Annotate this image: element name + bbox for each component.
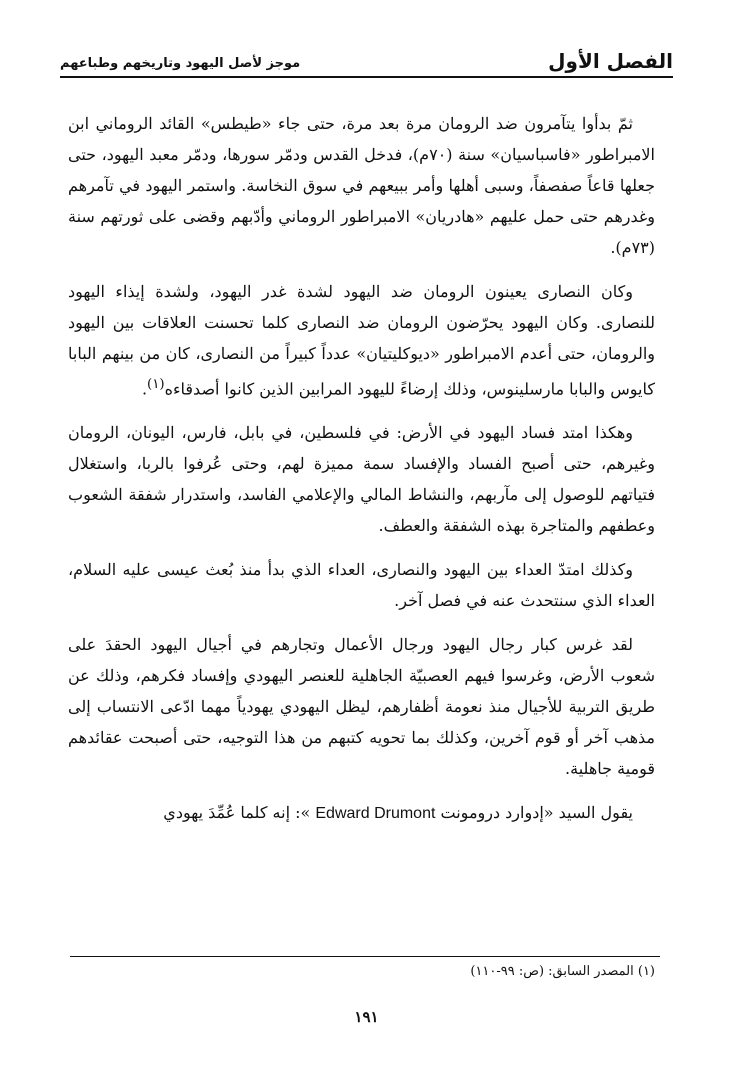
paragraph: وهكذا امتد فساد اليهود في الأرض: في فلسطين، في بابل، فارس، اليونان، الرومان وغيرهم، حتى أصبح الفساد والإفساد سمة مميزة لهم، وحتى عُرفوا بالربا، واستغلال فتياتهم للوصول إلى مآربهم، والنشاط المالي والإعلامي الفاسد، واستدرار شفقة الشعوب وعطفهم والمتاجرة بهذه الشفقة والعطف.	[68, 423, 655, 536]
paragraph: ثمّ بدأوا يتآمرون ضد الرومان مرة بعد مرة، حتى جاء «طيطس» القائد الروماني ابن الامبراطور «فاسباسيان» سنة (٧٠م)، فدخل القدس ودمّر سورها، ودمّر معبد اليهود، حتى جعلها قاعاً صفصفاً، وسبى أهلها وأمر ببيعهم في سوق النخاسة. واستمر اليهود في تآمرهم وغدرهم حتى حمل عليهم «هادريان» الامبراطور الروماني وأدّبهم وقضى على ثورتهم سنة (٧٣م).	[68, 114, 656, 257]
paragraph: وكان النصارى يعينون الرومان ضد اليهود لشدة غدر اليهود، ولشدة إيذاء اليهود للنصارى. وكان اليهود يحرّضون الرومان ضد النصارى كلما تحسنت العلاقات بين اليهود والرومان، حتى أعدم الامبراطور «ديوكليتيان» عدداً كبيراً من النصارى، كان من بينهم البابا كايوس والبابا مارسلينوس، وذلك إرضاءً لليهود المرابين الذين كانوا أصدقاءه$^{(١)}$.	[68, 282, 655, 399]
paragraph: وكذلك امتدّ العداء بين اليهود والنصارى، العداء الذي بدأ منذ بُعث عيسى عليه السلام، العداء الذي سنتحدث عنه في فصل آخر.	[68, 560, 655, 611]
paragraph-text: وكان النصارى يعينون الرومان ضد اليهود لشدة غدر اليهود، ولشدة إيذاء اليهود للنصارى. وكان اليهود يحرّضون الرومان ضد النصارى كلما تحسنت العلاقات بين اليهود والرومان، حتى أعدم الامبراطور «ديوكليتيان» عدداً كبيراً من النصارى، كان من بينهم البابا كايوس والبابا مارسلينوس، وذلك إرضاءً لليهود المرابين الذين كانوا أصدقاءه	[68, 282, 655, 399]
paragraph: لقد غرس كبار رجال اليهود ورجال الأعمال وتجارهم في أجيال اليهود الحقدَ على شعوب الأرض، وغرسوا فيهم العصبيّة الجاهلية للعنصر اليهودي وإفساد فكرهم، وذلك عن طريق التربية للأجيال منذ نعومة أظفارهم، ليظل اليهودي يهودياً مهما ادّعى الانتساب إلى مذهب آخر أو قوم آخرين، وكذلك بما تحويه كتبهم من هذا التوجيه، حتى أصبحت عقائدهم قومية جاهلية.	[68, 635, 655, 779]
book-title: موجز لأصل اليهود وتاريخهم وطباعهم	[60, 56, 301, 71]
footnote: (١) المصدر السابق: (ص: ٩٩-١١٠)	[470, 964, 655, 979]
paragraph	[68, 797, 655, 829]
quote-start: »: إنه كلما عُمِّدَ يهودي	[163, 803, 311, 823]
body-text	[68, 108, 655, 842]
footnote-marker: (١)	[147, 377, 165, 392]
page-number: ١٩١	[354, 1008, 379, 1026]
footnote-separator	[70, 956, 660, 957]
latin-name: Edward Drumont	[315, 805, 436, 823]
running-header	[60, 42, 673, 78]
chapter-title: الفصل الأول	[548, 49, 673, 73]
quote-intro: يقول السيد «إدوارد درومونت	[440, 803, 633, 823]
